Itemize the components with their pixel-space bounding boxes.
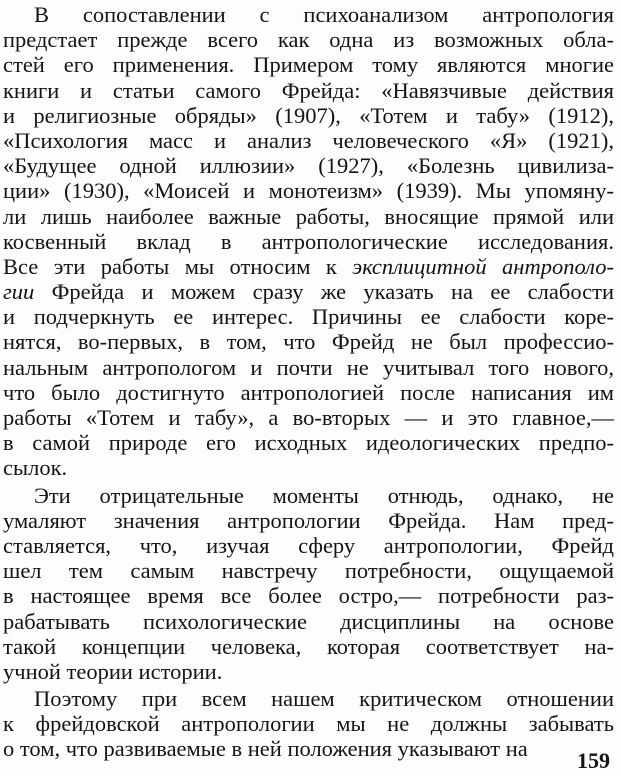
- text-line: [0, 229, 620, 254]
- text-segment: предстает прежде всего как одна из возможных обла-: [3, 27, 614, 53]
- text-line: [0, 405, 620, 430]
- text-segment: «Будущее одной иллюзии» (1927), «Болезнь цивилиза-: [3, 153, 614, 179]
- text-segment: ставляется, что, изучая сферу антропологии, Фрейд: [3, 532, 614, 558]
- text-line: [0, 52, 620, 77]
- text-segment: Фрейда и можем сразу же указать на ее слабости: [34, 279, 614, 305]
- text-segment: шел тем самым навстречу потребности, ощущаемой: [3, 558, 614, 584]
- text-segment: работы «Тотем и табу», а во-вторых — и это главное,—: [3, 405, 614, 430]
- text-segment: что было достигнуто антропологией после написания им: [3, 379, 614, 405]
- text-line: [0, 380, 620, 405]
- text-line: [0, 736, 620, 761]
- text-segment: Все эти работы мы относим к: [3, 253, 353, 279]
- text-segment: стей его применения. Примером тому являются многие: [3, 52, 614, 78]
- text-line: [0, 103, 620, 128]
- text-line: [0, 178, 620, 203]
- text-segment: «Психология масс и анализ человеческого «Я» (1921),: [3, 127, 614, 153]
- text-segment: ли лишь наиболее важные работы, вносящие прямой или: [3, 203, 614, 229]
- text-line: [0, 304, 620, 329]
- text-segment: Эти отрицательные моменты отнюдь, однако, не: [34, 482, 614, 508]
- text-segment: и подчеркнуть ее интерес. Причины ее слабости коре-: [3, 304, 614, 330]
- text-segment: к фрейдовской антропологии мы не должны забывать: [3, 711, 614, 737]
- text-segment: в настоящее время все более остро,— потребности раз-: [3, 583, 614, 609]
- text-line: [0, 279, 620, 304]
- text-segment: умаляют значения антропологии Фрейда. Нам пред-: [3, 507, 614, 533]
- text-line: [0, 128, 620, 153]
- page-number: 159: [577, 748, 610, 773]
- text-line: [0, 254, 620, 279]
- text-segment: рабатывать психологические дисциплины на основе: [3, 608, 614, 634]
- text-line: [0, 508, 620, 533]
- paragraph: [0, 2, 620, 481]
- text-segment: и религиозные обряды» (1907), «Тотем и табу» (1912),: [3, 102, 614, 128]
- text-line: [0, 204, 620, 229]
- text-line: [0, 558, 620, 583]
- text-line: [0, 153, 620, 178]
- text-segment: нальным антропологом и почти не учитывал того нового,: [3, 354, 614, 380]
- text-segment: учной теории истории.: [3, 658, 223, 684]
- paragraph: [0, 686, 620, 762]
- text-line: [0, 609, 620, 634]
- text-line: [0, 583, 620, 608]
- text-segment: ции» (1930), «Моисей и монотеизм» (1939). Мы упомяну-: [3, 178, 614, 204]
- text-line: [0, 329, 620, 354]
- text-segment: Поэтому при всем нашем критическом отношении: [34, 686, 614, 712]
- body-text: [0, 2, 620, 762]
- text-line: [0, 483, 620, 508]
- text-segment: книги и статьи самого Фрейда: «Навязчивые действия: [3, 77, 614, 103]
- text-segment: о том, что развиваемые в ней положения указывают на: [3, 736, 528, 762]
- text-line: [0, 78, 620, 103]
- text-line: [0, 711, 620, 736]
- text-segment: В сопоставлении с психоанализом антропология: [34, 2, 614, 27]
- text-segment: нятся, во-первых, в том, что Фрейд не был профессио-: [3, 329, 614, 355]
- text-line: [0, 659, 620, 684]
- italic-text: эксплицитной антрополо-: [352, 253, 614, 279]
- text-segment: косвенный вклад в антропологические исследования.: [3, 228, 614, 254]
- text-segment: сылок.: [3, 455, 68, 481]
- text-line: [0, 455, 620, 480]
- text-line: [0, 355, 620, 380]
- text-segment: такой концепции человека, которая соответствует на-: [3, 633, 614, 659]
- text-line: [0, 2, 620, 27]
- text-line: [0, 27, 620, 52]
- text-line: [0, 533, 620, 558]
- text-line: [0, 430, 620, 455]
- text-line: [0, 634, 620, 659]
- text-segment: в самой природе его исходных идеологических предпо-: [3, 430, 614, 456]
- text-line: [0, 686, 620, 711]
- paragraph: [0, 483, 620, 685]
- italic-text: гии: [3, 279, 35, 305]
